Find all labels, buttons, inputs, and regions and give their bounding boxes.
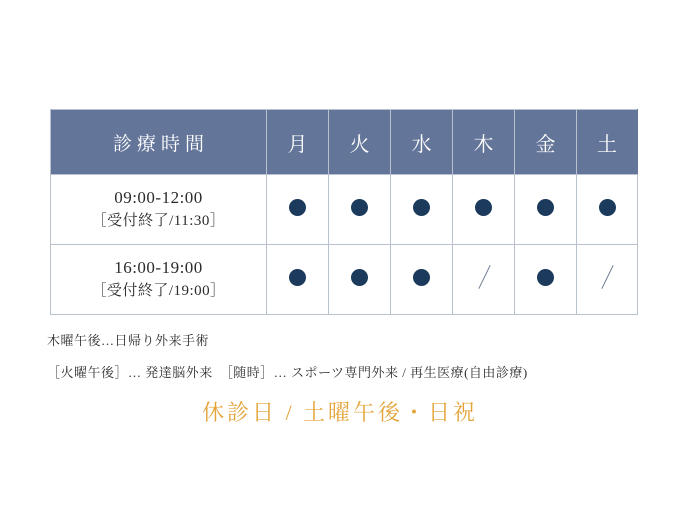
cell-evening-sat: [577, 245, 638, 315]
table-header-row: [51, 110, 638, 175]
row-evening-time-sub: ［受付終了/19:00］: [91, 282, 226, 299]
cell-evening-thu: [453, 245, 515, 315]
open-circle-icon: [413, 269, 430, 286]
open-circle-icon: [475, 199, 492, 216]
header-day-mon: 月: [267, 110, 329, 175]
notes-block: [47, 330, 647, 394]
header-day-wed: 水: [391, 110, 453, 175]
header-day-fri: 金: [515, 110, 577, 175]
header-day-sat: 土: [577, 110, 638, 175]
schedule-table-head: [51, 110, 638, 175]
row-morning-time: [51, 175, 267, 245]
cell-evening-tue: [329, 245, 391, 315]
row-morning-time-main: 09:00-12:00: [114, 188, 203, 208]
open-circle-icon: [599, 199, 616, 216]
open-circle-icon: [351, 199, 368, 216]
cell-evening-fri: [515, 245, 577, 315]
row-morning-time-sub: ［受付終了/11:30］: [91, 212, 226, 229]
cell-evening-wed: [391, 245, 453, 315]
cell-morning-wed: [391, 175, 453, 245]
header-day-thu: 木: [453, 110, 515, 175]
cell-morning-fri: [515, 175, 577, 245]
table-row: [51, 175, 638, 245]
schedule-table: [50, 109, 638, 315]
cell-morning-tue: [329, 175, 391, 245]
open-circle-icon: [537, 199, 554, 216]
table-row: [51, 245, 638, 315]
cell-morning-thu: [453, 175, 515, 245]
closed-slash-icon: [596, 264, 618, 290]
schedule-table-body: [51, 175, 638, 315]
cell-morning-sat: [577, 175, 638, 245]
header-hours-label: 診療時間: [51, 110, 267, 175]
open-circle-icon: [413, 199, 430, 216]
row-evening-time-main: 16:00-19:00: [114, 258, 203, 278]
open-circle-icon: [537, 269, 554, 286]
note-line-2: ［火曜午後］… 発達脳外来 ［随時］… スポーツ専門外来 / 再生医療(自由診療): [47, 365, 528, 380]
note-line-1: 木曜午後…日帰り外来手術: [47, 333, 210, 348]
cell-morning-mon: [267, 175, 329, 245]
row-evening-time: [51, 245, 267, 315]
open-circle-icon: [351, 269, 368, 286]
open-circle-icon: [289, 269, 306, 286]
schedule-table-container: [50, 109, 630, 315]
cell-evening-mon: [267, 245, 329, 315]
closed-slash-icon: [473, 264, 495, 290]
closed-days-notice: 休診日 / 土曜午後・日祝: [201, 400, 479, 425]
header-day-tue: 火: [329, 110, 391, 175]
open-circle-icon: [289, 199, 306, 216]
